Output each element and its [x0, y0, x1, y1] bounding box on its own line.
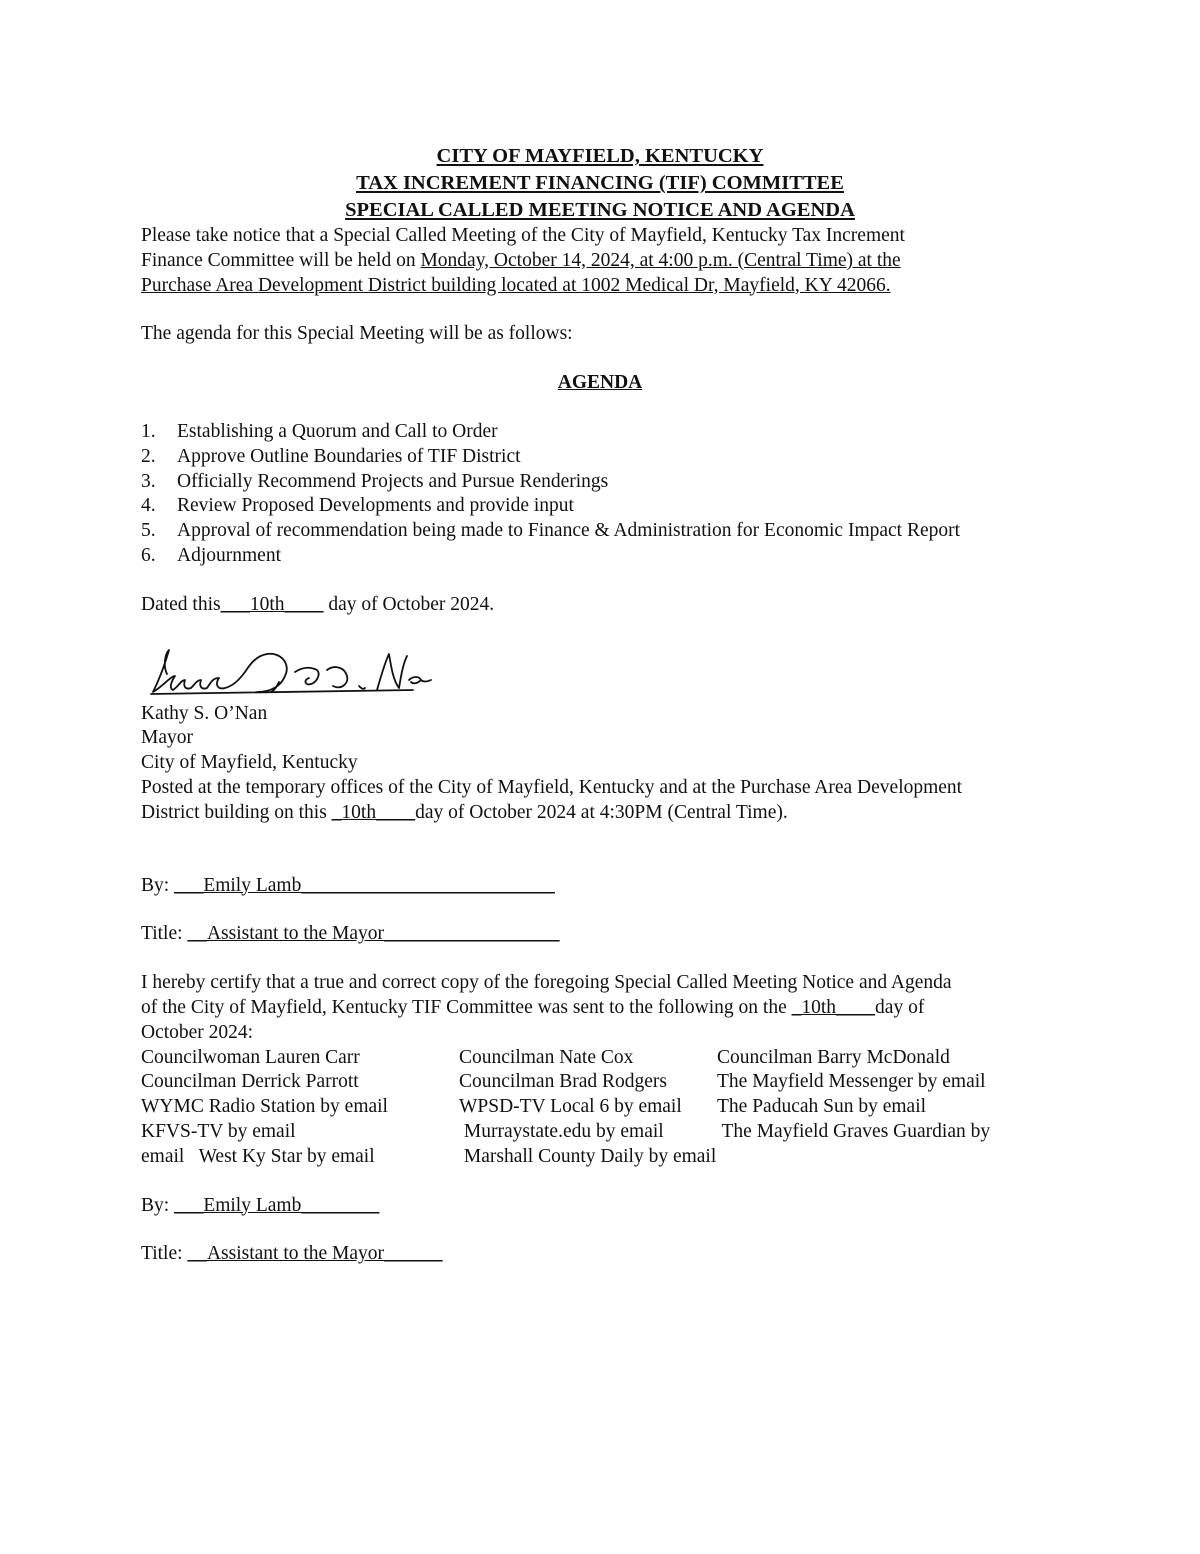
certify-day: _10th____ — [791, 996, 876, 1018]
agenda-list — [141, 420, 1061, 569]
by-line-1 — [141, 874, 1061, 899]
agenda-intro: The agenda for this Special Meeting will be as follows: — [141, 323, 573, 345]
recipient-row — [141, 1120, 1061, 1145]
by-line-2 — [141, 1194, 1061, 1219]
agenda-item — [141, 420, 1061, 445]
recipient: Marshall County Daily by email — [459, 1145, 717, 1167]
recipient: WPSD-TV Local 6 by email — [459, 1096, 682, 1118]
certification-paragraph — [141, 971, 1061, 1045]
agenda-heading: AGENDA — [557, 372, 643, 394]
recipient: email West Ky Star by email — [141, 1145, 375, 1167]
dated-suffix: day of October 2024. — [323, 593, 495, 615]
agenda-item-text: Officially Recommend Projects and Pursue Renderings — [177, 470, 609, 492]
posted-line-1: Posted at the temporary offices of the City of Mayfield, Kentucky and at the Purchase Area Development — [141, 776, 963, 798]
recipient: Councilman Brad Rodgers — [459, 1071, 667, 1093]
certify-suffix: day of — [875, 996, 925, 1018]
title-city: CITY OF MAYFIELD, KENTUCKY — [436, 145, 764, 167]
recipient: Councilman Derrick Parrott — [141, 1071, 359, 1093]
dated-line — [141, 593, 1061, 618]
recipient: The Mayfield Graves Guardian by — [717, 1120, 991, 1142]
recipient-row — [141, 1095, 1061, 1120]
signature-image — [145, 646, 435, 702]
signer-name: Kathy S. O’Nan — [141, 702, 268, 724]
agenda-item-number: 6. — [141, 544, 156, 566]
signature — [141, 646, 1061, 702]
title-line-2 — [141, 1242, 1061, 1267]
by-value: ___Emily Lamb__________________________ — [174, 874, 555, 896]
agenda-item — [141, 544, 1061, 569]
posted-day: _10th____ — [331, 801, 416, 823]
agenda-item — [141, 494, 1061, 519]
notice-line-2 — [141, 249, 1061, 274]
recipient: Murraystate.edu by email — [459, 1120, 664, 1142]
agenda-item-text: Approve Outline Boundaries of TIF District — [177, 445, 521, 467]
recipient: Councilwoman Lauren Carr — [141, 1046, 360, 1068]
agenda-item-text: Approval of recommendation being made to Finance & Administration for Economic Impact Report — [177, 520, 961, 542]
agenda-item-number: 1. — [141, 420, 156, 442]
agenda-item-number: 4. — [141, 495, 156, 517]
certify-line-2 — [141, 996, 1061, 1021]
agenda-item-text: Review Proposed Developments and provide input — [177, 495, 574, 517]
title-value: __Assistant to the Mayor______ — [187, 1243, 443, 1265]
title-committee: TAX INCREMENT FINANCING (TIF) COMMITTEE — [356, 172, 844, 194]
meeting-location: Purchase Area Development District building located at 1002 Medical Dr, Mayfield, KY 42066. — [141, 274, 891, 296]
agenda-item — [141, 445, 1061, 470]
dated-label: Dated this — [141, 593, 221, 615]
agenda-item — [141, 519, 1061, 544]
certify-line-3: October 2024: — [141, 1021, 254, 1043]
recipient: Councilman Nate Cox — [459, 1046, 634, 1068]
agenda-item-text: Adjournment — [177, 544, 281, 566]
meeting-datetime: Monday, October 14, 2024, at 4:00 p.m. (Central Time) at the — [420, 249, 901, 271]
posted-line-2 — [141, 801, 1061, 826]
title-label: Title: — [141, 1243, 188, 1265]
by-value: ___Emily Lamb________ — [174, 1194, 380, 1216]
agenda-item-number: 3. — [141, 470, 156, 492]
signer-title: Mayor — [141, 727, 193, 749]
notice-paragraph — [141, 224, 1061, 298]
title-line-1 — [141, 922, 1061, 947]
recipient-row — [141, 1145, 1061, 1170]
notice-line-1: Please take notice that a Special Called Meeting of the City of Mayfield, Kentucky Tax Increment — [141, 225, 905, 246]
title-value: __Assistant to the Mayor__________________ — [187, 923, 560, 945]
recipient: The Mayfield Messenger by email — [717, 1071, 986, 1093]
certify-line-2-text: of the City of Mayfield, Kentucky TIF Committee was sent to the following on the — [141, 996, 792, 1018]
document-title — [141, 143, 1059, 224]
agenda-item-number: 5. — [141, 520, 156, 542]
signer-org: City of Mayfield, Kentucky — [141, 752, 358, 774]
recipient-row — [141, 1046, 1061, 1071]
title-notice: SPECIAL CALLED MEETING NOTICE AND AGENDA — [345, 199, 855, 221]
posted-line-2-text: District building on this — [141, 801, 332, 823]
recipient: Councilman Barry McDonald — [717, 1046, 950, 1068]
recipient-list — [141, 1046, 1061, 1170]
by-label: By: — [141, 1194, 175, 1216]
dated-day: ___10th____ — [220, 593, 324, 615]
notice-line-2-text: Finance Committee will be held on — [141, 249, 421, 271]
posted-suffix: day of October 2024 at 4:30PM (Central Time). — [415, 801, 788, 823]
recipient: KFVS-TV by email — [141, 1120, 296, 1142]
by-label: By: — [141, 874, 175, 896]
agenda-item-number: 2. — [141, 445, 156, 467]
recipient: The Paducah Sun by email — [717, 1096, 927, 1118]
certify-line-1: I hereby certify that a true and correct copy of the foregoing Special Called Meeting Notice and Agenda — [141, 972, 952, 994]
title-label: Title: — [141, 923, 188, 945]
agenda-item-text: Establishing a Quorum and Call to Order — [177, 420, 498, 442]
agenda-item — [141, 470, 1061, 495]
document-page — [141, 143, 1061, 1267]
recipient: WYMC Radio Station by email — [141, 1096, 388, 1118]
signer-block — [141, 702, 1061, 826]
recipient-row — [141, 1070, 1061, 1095]
